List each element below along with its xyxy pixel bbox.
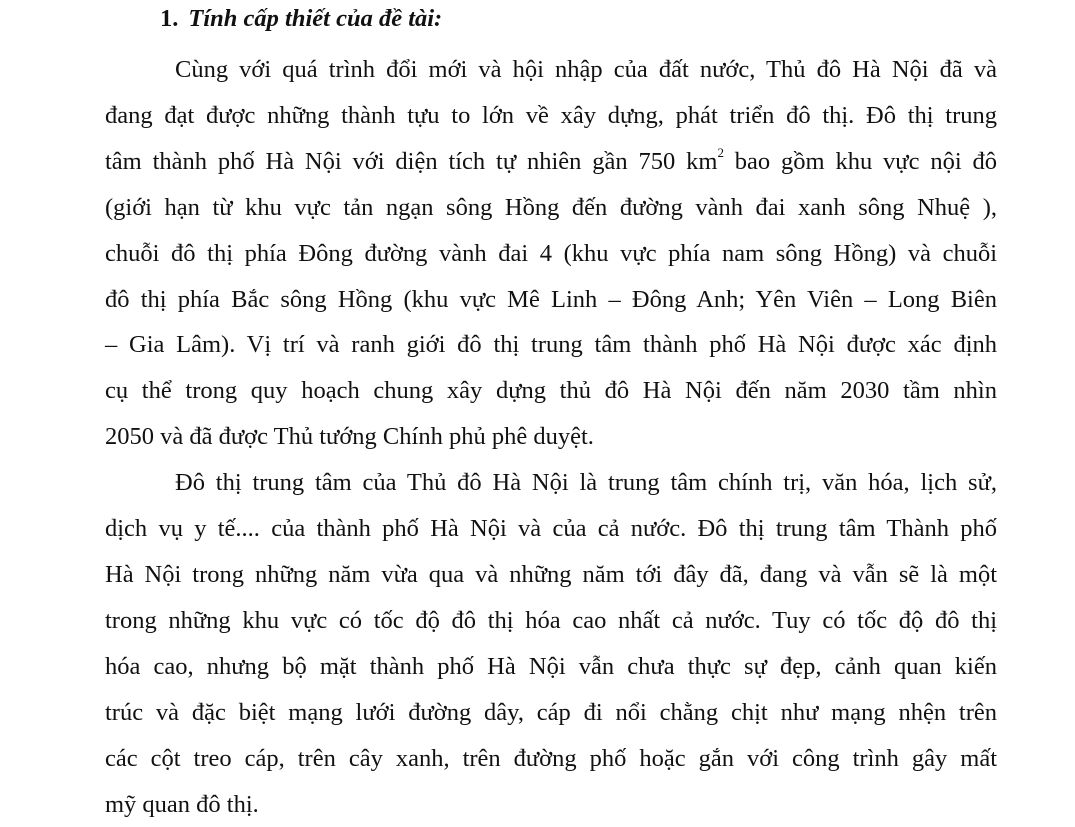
paragraph-2-line-2: dịch vụ y tế.... của thành phố Hà Nội và của cả nước. Đô thị trung tâm Thành phố: [105, 515, 997, 542]
area-unit-superscript: 2: [717, 145, 724, 160]
section-heading: [160, 2, 442, 36]
paragraph-1-line-8: cụ thể trong quy hoạch chung xây dựng thủ đô Hà Nội đến năm 2030 tầm nhìn: [105, 377, 997, 404]
section-number: 1.: [160, 5, 179, 32]
paragraph-2-line-3: Hà Nội trong những năm vừa qua và những năm tới đây đã, đang và vẫn sẽ là một: [105, 561, 997, 588]
section-title: Tính cấp thiết của đề tài:: [188, 5, 443, 32]
paragraph-2-line-8: mỹ quan đô thị.: [105, 791, 259, 818]
paragraph-1-line-1: Cùng với quá trình đổi mới và hội nhập của đất nước, Thủ đô Hà Nội đã và: [175, 56, 997, 83]
paragraph-2-line-4: trong những khu vực có tốc độ đô thị hóa cao nhất cả nước. Tuy có tốc độ đô thị: [105, 607, 997, 634]
paragraph-2-line-7: các cột treo cáp, trên cây xanh, trên đường phố hoặc gắn với công trình gây mất: [105, 745, 997, 772]
paragraph-2-line-6: trúc và đặc biệt mạng lưới đường dây, cáp đi nổi chằng chịt như mạng nhện trên: [105, 699, 997, 726]
paragraph-1-line-3-text-a: tâm thành phố Hà Nội với diện tích tự nhiên gần 750 km: [105, 148, 718, 175]
paragraph-1-line-3: [105, 145, 997, 179]
paragraph-2-line-5: hóa cao, nhưng bộ mặt thành phố Hà Nội vẫn chưa thực sự đẹp, cảnh quan kiến: [105, 653, 997, 680]
paragraph-2-line-1: Đô thị trung tâm của Thủ đô Hà Nội là trung tâm chính trị, văn hóa, lịch sử,: [175, 469, 997, 496]
paragraph-1-line-6: đô thị phía Bắc sông Hồng (khu vực Mê Linh – Đông Anh; Yên Viên – Long Biên: [105, 286, 997, 313]
paragraph-1-line-7: – Gia Lâm). Vị trí và ranh giới đô thị trung tâm thành phố Hà Nội được xác định: [105, 331, 997, 358]
paragraph-1-line-4: (giới hạn từ khu vực tản ngạn sông Hồng đến đường vành đai xanh sông Nhuệ ),: [105, 194, 997, 221]
paragraph-1-line-9: 2050 và đã được Thủ tướng Chính phủ phê duyệt.: [105, 423, 594, 450]
paragraph-1-line-5: chuỗi đô thị phía Đông đường vành đai 4 (khu vực phía nam sông Hồng) và chuỗi: [105, 240, 997, 267]
paragraph-1-line-2: đang đạt được những thành tựu to lớn về xây dựng, phát triển đô thị. Đô thị trung: [105, 102, 997, 129]
paragraph-1-line-3-text-b: bao gồm khu vực nội đô: [723, 148, 997, 175]
